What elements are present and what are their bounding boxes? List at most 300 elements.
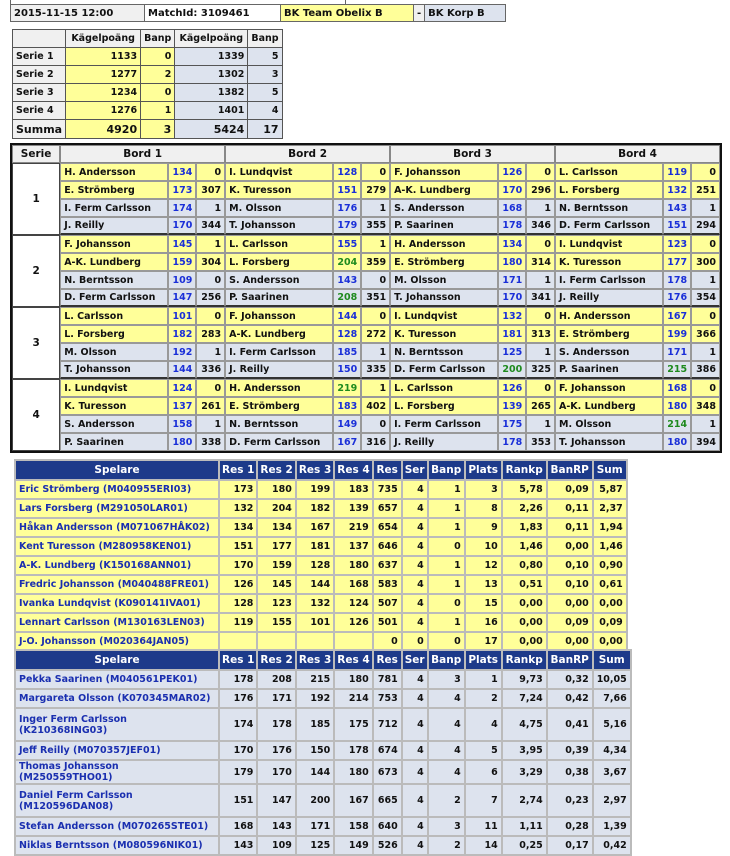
- player-rankp: 9,73: [503, 671, 546, 688]
- player-res-2: 145: [258, 576, 294, 593]
- bord-player-name[interactable]: L. Forsberg: [60, 325, 168, 343]
- bord-player-score: 145: [168, 235, 196, 253]
- bord-pair-total: 0: [196, 307, 225, 325]
- bord-player-name[interactable]: J. Reilly: [390, 433, 498, 451]
- player-res: 501: [374, 614, 401, 631]
- header-res[interactable]: Res: [374, 461, 401, 479]
- bord-player-score: 168: [498, 199, 526, 217]
- player-res-4: 178: [335, 742, 371, 759]
- player-rankp: 4,75: [503, 709, 546, 740]
- player-res-3: 132: [297, 595, 333, 612]
- bord-player-name[interactable]: L. Forsberg: [225, 253, 333, 271]
- bord-player-name[interactable]: P. Saarinen: [225, 289, 333, 307]
- bord-pair-total: 1: [196, 415, 225, 433]
- bord-pair-total: 336: [196, 361, 225, 379]
- bord-player-score: 171: [663, 343, 691, 361]
- bord-row: [12, 415, 720, 433]
- away-banp: 5: [248, 84, 281, 101]
- bord-player-name[interactable]: S. Andersson: [225, 271, 333, 289]
- player-sum: 0,61: [594, 576, 626, 593]
- player-ser: 4: [403, 538, 427, 555]
- summary-row-label: Summa: [13, 120, 65, 138]
- serie-number: 1: [12, 163, 60, 235]
- bord-pair-total: 0: [361, 307, 390, 325]
- player-res-1: 143: [220, 837, 256, 854]
- bord-player-score: 175: [498, 415, 526, 433]
- player-banrp: 0,00: [548, 633, 592, 650]
- bord-player-name[interactable]: F. Johansson: [555, 379, 663, 397]
- header-spelare[interactable]: Spelare: [16, 651, 218, 669]
- summary-row-label: Serie 1: [13, 48, 65, 65]
- player-plats: 8: [466, 500, 501, 517]
- player-row: [16, 709, 630, 740]
- player-row: [16, 671, 630, 688]
- bord-pair-total: 300: [691, 253, 720, 271]
- player-res-3: 215: [297, 671, 333, 688]
- home-kagelpoang: 1133: [66, 48, 140, 65]
- bord-player-name[interactable]: K. Turesson: [390, 325, 498, 343]
- bord-header-1: Bord 1: [60, 145, 225, 163]
- header-banrp[interactable]: BanRP: [548, 651, 592, 669]
- bord-player-name[interactable]: L. Carlsson: [225, 235, 333, 253]
- player-row: [16, 690, 630, 707]
- player-name-link[interactable]: Ivanka Lundqvist (K090141IVA01): [16, 595, 218, 612]
- bord-player-name[interactable]: M. Olsson: [60, 343, 168, 361]
- bord-player-name[interactable]: I. Lundqvist: [225, 163, 333, 181]
- player-row: [16, 837, 630, 854]
- bord-player-name[interactable]: H. Andersson: [225, 379, 333, 397]
- player-rankp: 5,78: [503, 481, 546, 498]
- player-res: 712: [374, 709, 401, 740]
- bord-player-name[interactable]: T. Johansson: [60, 361, 168, 379]
- bord-player-score: 170: [168, 217, 196, 235]
- bord-player-name[interactable]: D. Ferm Carlsson: [390, 361, 498, 379]
- player-name-link[interactable]: Thomas Johansson (M250559THO01): [16, 761, 218, 783]
- player-ser: 4: [403, 818, 427, 835]
- header-banrp[interactable]: BanRP: [548, 461, 592, 479]
- header-banp[interactable]: Banp: [429, 461, 464, 479]
- player-sum: 1,39: [594, 818, 630, 835]
- player-res-1: 176: [220, 690, 256, 707]
- bord-player-score: 168: [663, 379, 691, 397]
- player-res-1: 151: [220, 538, 256, 555]
- bord-pair-total: 354: [691, 289, 720, 307]
- player-name-link[interactable]: Eric Strömberg (M040955ERI03): [16, 481, 218, 498]
- header-res-4[interactable]: Res 4: [335, 651, 371, 669]
- bord-pair-total: 283: [196, 325, 225, 343]
- player-res-3: 182: [297, 500, 333, 517]
- bord-player-score: 177: [663, 253, 691, 271]
- bord-pair-total: 256: [196, 289, 225, 307]
- player-name-link[interactable]: Stefan Andersson (M070265STE01): [16, 818, 218, 835]
- player-rankp: 0,00: [503, 614, 546, 631]
- player-rankp: 7,24: [503, 690, 546, 707]
- player-plats: 17: [466, 633, 501, 650]
- serie-number: 4: [12, 379, 60, 451]
- bord-player-name[interactable]: L. Carlsson: [60, 307, 168, 325]
- bord-player-name[interactable]: E. Strömberg: [555, 325, 663, 343]
- player-row: [16, 742, 630, 759]
- player-res-2: 178: [258, 709, 294, 740]
- bord-pair-total: 351: [361, 289, 390, 307]
- bord-row: [12, 199, 720, 217]
- player-plats: 13: [466, 576, 501, 593]
- player-plats: 16: [466, 614, 501, 631]
- bord-player-score: 179: [333, 217, 361, 235]
- away-kagelpoang: 5424: [175, 120, 247, 138]
- player-name-link[interactable]: Daniel Ferm Carlsson (M120596DAN08): [16, 785, 218, 816]
- bord-pair-total: 265: [526, 397, 555, 415]
- home-banp: 3: [141, 120, 174, 138]
- player-res-2: 208: [258, 671, 294, 688]
- player-name-link[interactable]: Håkan Andersson (M071067HÅK02): [16, 519, 218, 536]
- player-res: 674: [374, 742, 401, 759]
- bord-player-name[interactable]: L. Forsberg: [555, 181, 663, 199]
- player-banp: 2: [429, 785, 464, 816]
- away-banp: 17: [248, 120, 281, 138]
- header-res-2[interactable]: Res 2: [258, 651, 294, 669]
- bord-player-name[interactable]: I. Ferm Carlsson: [555, 271, 663, 289]
- bord-player-score: 132: [663, 181, 691, 199]
- bord-player-name[interactable]: S. Andersson: [390, 199, 498, 217]
- player-name-link[interactable]: Inger Ferm Carlsson (K210368ING03): [16, 709, 218, 740]
- bord-player-score: 180: [498, 253, 526, 271]
- bord-player-name[interactable]: A-K. Lundberg: [225, 325, 333, 343]
- player-sum: 0,90: [594, 557, 626, 574]
- header-sum[interactable]: Sum: [594, 461, 626, 479]
- bord-player-name[interactable]: N. Berntsson: [225, 415, 333, 433]
- player-ser: 4: [403, 595, 427, 612]
- bord-pair-total: 0: [361, 415, 390, 433]
- bord-header-serie: Serie: [12, 145, 60, 163]
- away-players-table: [14, 649, 632, 856]
- bord-player-name[interactable]: P. Saarinen: [60, 433, 168, 451]
- away-banp: 3: [248, 66, 281, 83]
- bord-player-name[interactable]: I. Ferm Carlsson: [225, 343, 333, 361]
- bord-player-name[interactable]: K. Turesson: [60, 397, 168, 415]
- player-res-1: 170: [220, 557, 256, 574]
- player-row: [16, 500, 626, 517]
- bord-player-score: 215: [663, 361, 691, 379]
- player-rankp: 0,51: [503, 576, 546, 593]
- bord-pair-total: 1: [196, 199, 225, 217]
- player-banp: 0: [429, 538, 464, 555]
- player-res-3: 144: [297, 761, 333, 783]
- team-separator: -: [414, 5, 424, 21]
- summary-row-label: Serie 3: [13, 84, 65, 101]
- player-rankp: 2,74: [503, 785, 546, 816]
- header-spelare[interactable]: Spelare: [16, 461, 218, 479]
- bord-row: [12, 289, 720, 307]
- player-res: 753: [374, 690, 401, 707]
- header-plats[interactable]: Plats: [466, 461, 501, 479]
- bord-player-name[interactable]: D. Ferm Carlsson: [60, 289, 168, 307]
- bord-player-score: 183: [333, 397, 361, 415]
- bord-pair-total: 1: [361, 379, 390, 397]
- player-ser: 4: [403, 742, 427, 759]
- bord-player-name[interactable]: E. Strömberg: [225, 397, 333, 415]
- player-res-1: 168: [220, 818, 256, 835]
- player-res-3: 150: [297, 742, 333, 759]
- bord-player-name[interactable]: D. Ferm Carlsson: [555, 217, 663, 235]
- header-rankp[interactable]: Rankp: [503, 461, 546, 479]
- bord-player-name[interactable]: H. Andersson: [60, 163, 168, 181]
- player-sum: 5,16: [594, 709, 630, 740]
- bord-row: [12, 163, 720, 181]
- bord-pair-total: 1: [691, 415, 720, 433]
- player-sum: 0,00: [594, 595, 626, 612]
- bord-player-name[interactable]: L. Forsberg: [390, 397, 498, 415]
- player-name-link[interactable]: Kent Turesson (M280958KEN01): [16, 538, 218, 555]
- player-banrp: 0,00: [548, 538, 592, 555]
- player-banrp: 0,42: [548, 690, 592, 707]
- player-res-4: 168: [335, 576, 371, 593]
- bord-player-score: 219: [333, 379, 361, 397]
- player-name-link[interactable]: Lars Forsberg (M291050LAR01): [16, 500, 218, 517]
- away-team[interactable]: BK Korp B: [425, 5, 505, 21]
- bord-pair-total: 1: [361, 199, 390, 217]
- bord-player-score: 139: [498, 397, 526, 415]
- player-res-3: 128: [297, 557, 333, 574]
- home-team[interactable]: BK Team Obelix B: [281, 5, 413, 21]
- player-name-link[interactable]: Margareta Olsson (K070345MAR02): [16, 690, 218, 707]
- player-plats: 15: [466, 595, 501, 612]
- player-ser: 4: [403, 614, 427, 631]
- bord-player-score: 144: [168, 361, 196, 379]
- bord-row: [12, 235, 720, 253]
- player-res-4: 214: [335, 690, 371, 707]
- bord-player-score: 192: [168, 343, 196, 361]
- player-name-link[interactable]: Fredric Johansson (M040488FRE01): [16, 576, 218, 593]
- serie-number: 2: [12, 235, 60, 307]
- header-res-1[interactable]: Res 1: [220, 461, 256, 479]
- bord-player-name[interactable]: T. Johansson: [390, 289, 498, 307]
- bord-player-score: 124: [168, 379, 196, 397]
- bord-player-name[interactable]: N. Berntsson: [390, 343, 498, 361]
- bord-player-name[interactable]: J. Reilly: [225, 361, 333, 379]
- bord-player-name[interactable]: A-K. Lundberg: [555, 397, 663, 415]
- bord-player-score: 134: [168, 163, 196, 181]
- player-banrp: 0,11: [548, 500, 592, 517]
- player-banp: 4: [429, 709, 464, 740]
- summary-header-away-kp: Kägelpoäng: [175, 30, 247, 47]
- bord-pair-total: 0: [691, 379, 720, 397]
- bord-pair-total: 294: [691, 217, 720, 235]
- header-ser[interactable]: Ser: [403, 461, 427, 479]
- bord-player-name[interactable]: T. Johansson: [555, 433, 663, 451]
- home-kagelpoang: 1277: [66, 66, 140, 83]
- player-sum: 1,94: [594, 519, 626, 536]
- bord-pair-total: 1: [691, 343, 720, 361]
- bord-pair-total: 1: [691, 271, 720, 289]
- player-rankp: 3,95: [503, 742, 546, 759]
- player-row: [16, 557, 626, 574]
- bord-pair-total: 0: [196, 163, 225, 181]
- player-row: [16, 614, 626, 631]
- bord-player-name[interactable]: L. Carlsson: [390, 379, 498, 397]
- bord-player-name[interactable]: I. Lundqvist: [555, 235, 663, 253]
- bord-player-name[interactable]: J. Reilly: [555, 289, 663, 307]
- bord-table: [10, 143, 722, 453]
- header-res-2[interactable]: Res 2: [258, 461, 294, 479]
- player-res: 646: [374, 538, 401, 555]
- player-plats: 4: [466, 709, 501, 740]
- player-res-2: 134: [258, 519, 294, 536]
- bord-player-name[interactable]: K. Turesson: [225, 181, 333, 199]
- player-name-link[interactable]: Pekka Saarinen (M040561PEK01): [16, 671, 218, 688]
- bord-player-name[interactable]: S. Andersson: [555, 343, 663, 361]
- player-banrp: 0,28: [548, 818, 592, 835]
- bord-player-score: 128: [333, 325, 361, 343]
- player-banp: 0: [429, 595, 464, 612]
- player-res-2: 180: [258, 481, 294, 498]
- player-banp: 1: [429, 557, 464, 574]
- player-res-1: [220, 633, 256, 650]
- player-res-2: 177: [258, 538, 294, 555]
- bord-player-name[interactable]: N. Berntsson: [60, 271, 168, 289]
- bord-player-name[interactable]: P. Saarinen: [555, 361, 663, 379]
- header-res-3[interactable]: Res 3: [297, 461, 333, 479]
- bord-player-name[interactable]: E. Strömberg: [60, 181, 168, 199]
- header-ser[interactable]: Ser: [403, 651, 427, 669]
- player-sum: 0,09: [594, 614, 626, 631]
- player-ser: 4: [403, 709, 427, 740]
- bord-player-name[interactable]: I. Lundqvist: [390, 307, 498, 325]
- player-name-link[interactable]: J-O. Johansson (M020364JAN05): [16, 633, 218, 650]
- bord-player-score: 137: [168, 397, 196, 415]
- player-rankp: 0,25: [503, 837, 546, 854]
- player-res: 583: [374, 576, 401, 593]
- bord-pair-total: 348: [691, 397, 720, 415]
- player-res: 657: [374, 500, 401, 517]
- player-sum: 2,37: [594, 500, 626, 517]
- bord-player-name[interactable]: I. Ferm Carlsson: [60, 199, 168, 217]
- bord-pair-total: 316: [361, 433, 390, 451]
- bord-player-score: 180: [663, 397, 691, 415]
- header-res[interactable]: Res: [374, 651, 401, 669]
- player-res-1: 179: [220, 761, 256, 783]
- header-rankp[interactable]: Rankp: [503, 651, 546, 669]
- player-rankp: 0,80: [503, 557, 546, 574]
- player-res: 0: [374, 633, 401, 650]
- bord-player-score: 167: [663, 307, 691, 325]
- player-banrp: 0,10: [548, 557, 592, 574]
- bord-player-name[interactable]: F. Johansson: [60, 235, 168, 253]
- player-res: 673: [374, 761, 401, 783]
- bord-player-name[interactable]: H. Andersson: [555, 307, 663, 325]
- player-res-1: 132: [220, 500, 256, 517]
- bord-pair-total: 296: [526, 181, 555, 199]
- summary-table: [12, 29, 283, 139]
- player-banrp: 0,23: [548, 785, 592, 816]
- away-banp: 4: [248, 102, 281, 119]
- bord-player-score: 151: [333, 181, 361, 199]
- header-res-1[interactable]: Res 1: [220, 651, 256, 669]
- bord-player-name[interactable]: I. Lundqvist: [60, 379, 168, 397]
- player-rankp: 1,46: [503, 538, 546, 555]
- bord-player-name[interactable]: I. Ferm Carlsson: [390, 415, 498, 433]
- summary-row: [13, 102, 282, 119]
- player-banp: 4: [429, 761, 464, 783]
- home-banp: 1: [141, 102, 174, 119]
- player-banrp: 0,10: [548, 576, 592, 593]
- bord-player-name[interactable]: S. Andersson: [60, 415, 168, 433]
- player-ser: 4: [403, 671, 427, 688]
- bord-player-name[interactable]: M. Olsson: [555, 415, 663, 433]
- player-name-link[interactable]: Niklas Berntsson (M080596NIK01): [16, 837, 218, 854]
- bord-pair-total: 272: [361, 325, 390, 343]
- player-name-link[interactable]: A-K. Lundberg (K150168ANN01): [16, 557, 218, 574]
- bord-player-score: 173: [168, 181, 196, 199]
- header-banp[interactable]: Banp: [429, 651, 464, 669]
- summary-header-away-banp: Banp: [248, 30, 281, 47]
- bord-pair-total: 1: [526, 343, 555, 361]
- bord-pair-total: 313: [526, 325, 555, 343]
- player-name-link[interactable]: Lennart Carlsson (M130163LEN03): [16, 614, 218, 631]
- bord-player-score: 143: [333, 271, 361, 289]
- player-sum: 7,66: [594, 690, 630, 707]
- player-res-3: 144: [297, 576, 333, 593]
- bord-pair-total: 314: [526, 253, 555, 271]
- player-res-1: 170: [220, 742, 256, 759]
- player-banrp: 0,17: [548, 837, 592, 854]
- header-res-4[interactable]: Res 4: [335, 461, 371, 479]
- bord-player-name[interactable]: P. Saarinen: [390, 217, 498, 235]
- header-res-3[interactable]: Res 3: [297, 651, 333, 669]
- bord-row: [12, 361, 720, 379]
- player-ser: 4: [403, 519, 427, 536]
- bord-player-name[interactable]: F. Johansson: [390, 163, 498, 181]
- player-sum: 10,05: [594, 671, 630, 688]
- player-res: 637: [374, 557, 401, 574]
- header-plats[interactable]: Plats: [466, 651, 501, 669]
- player-row: [16, 595, 626, 612]
- bord-player-name[interactable]: M. Olsson: [390, 271, 498, 289]
- player-ser: 4: [403, 785, 427, 816]
- away-banp: 5: [248, 48, 281, 65]
- bord-player-name[interactable]: M. Olsson: [225, 199, 333, 217]
- bord-player-name[interactable]: H. Andersson: [390, 235, 498, 253]
- player-rankp: 2,26: [503, 500, 546, 517]
- bord-header-3: Bord 3: [390, 145, 555, 163]
- bord-player-name[interactable]: N. Berntsson: [555, 199, 663, 217]
- bord-player-name[interactable]: L. Carlsson: [555, 163, 663, 181]
- away-kagelpoang: 1401: [175, 102, 247, 119]
- bord-player-name[interactable]: E. Strömberg: [390, 253, 498, 271]
- header-sum[interactable]: Sum: [594, 651, 630, 669]
- bord-player-name[interactable]: A-K. Lundberg: [60, 253, 168, 271]
- bord-pair-total: 1: [196, 343, 225, 361]
- bord-pair-total: 355: [361, 217, 390, 235]
- player-res-1: 151: [220, 785, 256, 816]
- bord-player-name[interactable]: T. Johansson: [225, 217, 333, 235]
- player-res-3: 101: [297, 614, 333, 631]
- bord-player-name[interactable]: F. Johansson: [225, 307, 333, 325]
- bord-player-name[interactable]: D. Ferm Carlsson: [225, 433, 333, 451]
- bord-pair-total: 0: [691, 163, 720, 181]
- player-res-1: 128: [220, 595, 256, 612]
- player-name-link[interactable]: Jeff Reilly (M070357JEF01): [16, 742, 218, 759]
- player-res-3: 192: [297, 690, 333, 707]
- bord-player-name[interactable]: A-K. Lundberg: [390, 181, 498, 199]
- bord-player-score: 178: [663, 271, 691, 289]
- bord-player-score: 180: [168, 433, 196, 451]
- player-res-1: 174: [220, 709, 256, 740]
- bord-player-name[interactable]: J. Reilly: [60, 217, 168, 235]
- bord-pair-total: 1: [526, 271, 555, 289]
- bord-player-score: 155: [333, 235, 361, 253]
- bord-player-name[interactable]: K. Turesson: [555, 253, 663, 271]
